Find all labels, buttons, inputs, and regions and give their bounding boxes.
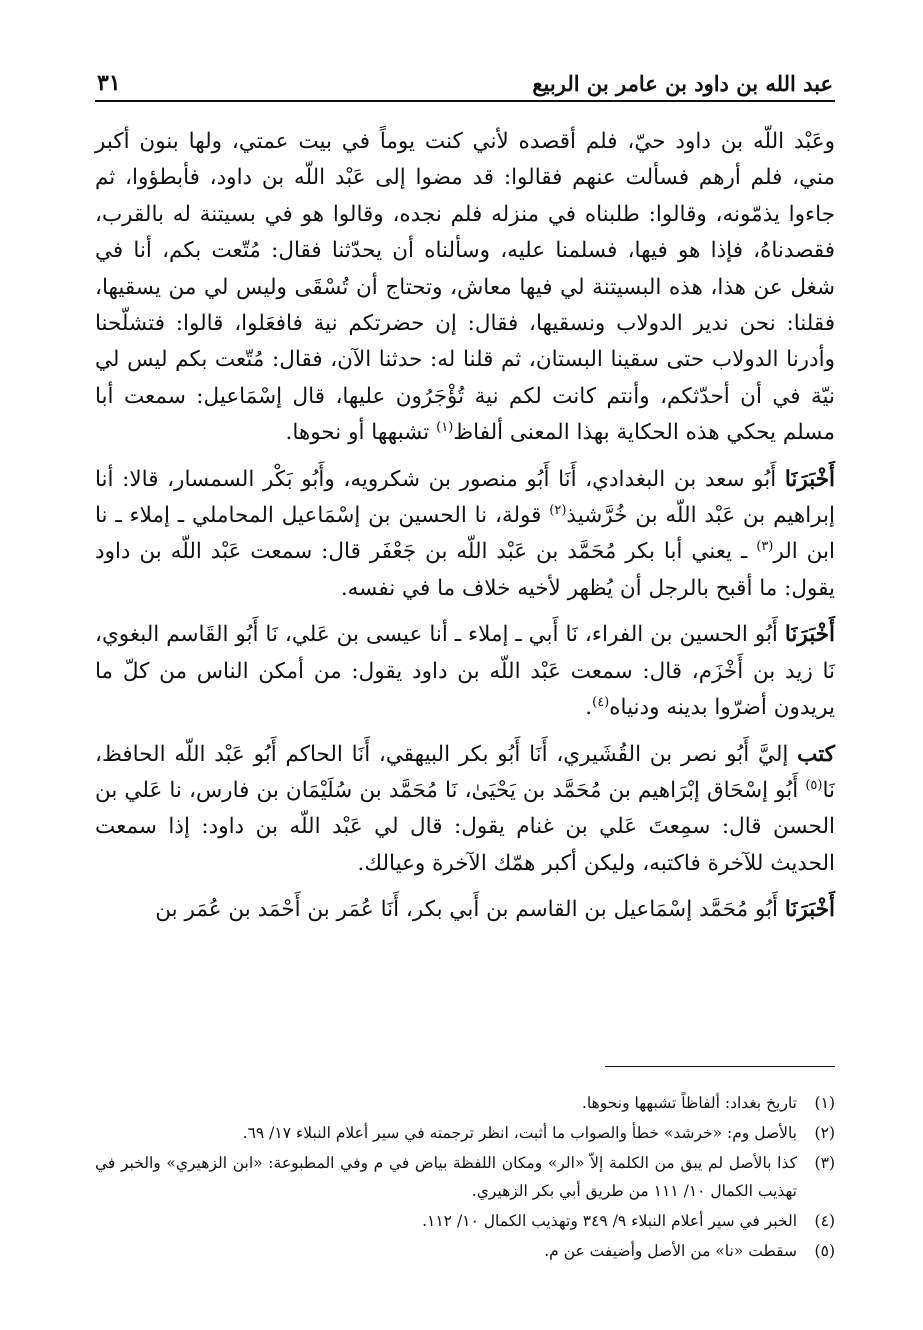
paragraph-text: إليَّ أَبُو نصر بن القُشَيري، أَنَا أَبُو بكر البيهقي، أَنَا الحاكم أَبُو عَبْد اللّه الحافظ، نَا	[95, 741, 835, 803]
running-head-title: عبد الله بن داود بن عامر بن الربيع	[532, 71, 833, 96]
footnote-number: (٣)	[814, 1154, 835, 1172]
footnote-number: (١)	[814, 1094, 835, 1112]
paragraph	[95, 462, 835, 608]
footnote-ref: (٣)	[756, 539, 774, 555]
paragraph-text: تشبهها أو نحوها.	[285, 420, 437, 446]
paragraph-text: أَبُو سعد بن البغدادي، أَنَا أَبُو منصور بن شكرويه، وأَبُو بَكْر السمسار، قالا: أنا إبراهيم بن عَبْد اللّه بن خُرَّشيذ	[95, 466, 836, 529]
paragraph-text: أَبُو مُحَمَّد إسْمَاعيل بن القاسم بن أَبي بكر، أَنَا عُمَر بن أَحْمَد بن عُمَر بن	[155, 897, 785, 923]
footnote-number: (٢)	[814, 1124, 835, 1142]
footnote-item	[95, 1237, 835, 1265]
paragraph-text: قولة، نا الحسين بن إسْمَاعيل المحاملي ـ إملاء ـ نا ابن الر	[95, 503, 836, 565]
body-text	[95, 124, 835, 929]
paragraph-text: أَبُو الحسين بن الفراء، نَا أَبي ـ إملاء ـ أنا عيسى بن عَلي، نَا أَبُو القَاسم البغوي، نَا زيد بن أَخْزَم، قال: سمعت عَبْد اللّه بن داود يقول: من أمكن الناس من كلّ ما يريدون أضرّوا بدينه ودنياه	[95, 622, 835, 721]
footnote-text: بالأصل وم: «خرشد» خطأ والصواب ما أثبت، انظر ترجمته في سير أعلام النبلاء ١٧/ ٦٩.	[242, 1124, 797, 1142]
paragraph-text: وعَبْد اللّه بن داود حيّ، فلم أقصده لأني كنت يوماً في بيت عمتي، ولها بنون أكبر مني، فلم أرهم فسألت عنهم فقالوا: قد مضوا إلى عَبْد اللّه بن داود، فأبطؤوا، ثم جاءوا يذمّونه، وقالوا: طلبناه في منزله فلم نجده، وقالوا هو في بسيتنة له بالقرب، فقصدناهُ، فإذا هو فيها، فسلمنا عليه، وسألناه أن يحدّثنا فقال: مُتّعت بكم، أنا في شغل عن هذا، هذه البسيتنة لي فيها معاش، وتحتاج أن تُسْقَى وليس لي من يسقيها، فقلنا: نحن ندير الدولاب ونسقيها، فقال: إن حضرتكم نية فافعَلوا، قالوا: فتشلّحنا وأدرنا الدولاب حتى سقينا البستان، ثم قلنا له: حدثنا الآن، فقال: مُتّعت بكم ليس لي نيّة في أن أحدّثكم، وأنتم كانت لكم نية تُؤْجَرُون عليها، قال إسْمَاعيل: سمعت أبا مسلم يحكي هذه الحكاية بهذا المعنى ألفاظ	[95, 129, 835, 446]
page	[95, 58, 835, 939]
footnote-divider	[605, 1066, 835, 1067]
footnote-text: تاريخ بغداد: ألفاظاً تشبهها ونحوها.	[581, 1094, 797, 1112]
footnote-text: سقطت «نا» من الأصل وأضيفت عن م.	[544, 1242, 797, 1260]
footnote-number: (٥)	[814, 1242, 835, 1260]
footnote-ref: (١)	[436, 420, 454, 436]
paragraph-text: أَبُو إسْحَاق إبْرَاهيم بن مُحَمَّد بن يَحْيَىٰ، نَا مُحَمَّد بن سُلَيْمَان بن فارس، نا عَلي بن الحسن قال: سمِعتَ عَلي بن غنام يقول: قال لي عَبْد اللّه بن داود: إذا سمعت الحديث للآخرة فاكتبه، وليكن أكبر همّك الآخرة وعيالك.	[95, 777, 835, 876]
footnote-item	[95, 1149, 835, 1205]
paragraph-lead-word: أَخْبَرَنَا	[784, 897, 835, 923]
paragraph	[95, 737, 835, 883]
paragraph-lead-word: كتب	[797, 741, 835, 767]
paragraph	[95, 124, 835, 452]
footnote-item	[95, 1089, 835, 1117]
footnote-item	[95, 1207, 835, 1235]
paragraph-lead-word: أَخْبَرَنَا	[784, 622, 835, 648]
page-number: ٣١	[97, 70, 121, 96]
footnotes	[95, 1066, 835, 1267]
footnote-ref: (٢)	[549, 502, 567, 518]
running-head	[95, 58, 835, 102]
paragraph-text: ـ يعني أبا بكر مُحَمَّد بن عَبْد اللّه بن جَعْفَر قال: سمعت عَبْد اللّه بن داود يقول: ما أقبح بالرجل أن يُظهر لأخيه خلاف ما في نفسه.	[95, 539, 835, 601]
paragraph	[95, 617, 835, 726]
footnote-ref: (٥)	[805, 777, 823, 793]
footnote-text: الخبر في سير أعلام النبلاء ٩/ ٣٤٩ وتهذيب الكمال ١٠/ ١١٢.	[422, 1212, 797, 1230]
footnote-ref: (٤)	[592, 694, 610, 710]
footnote-number: (٤)	[814, 1212, 835, 1230]
paragraph-text: .	[585, 695, 593, 721]
footnote-text: كذا بالأصل لم يبق من الكلمة إلاّ «الر» ومكان اللفظة بياض في م وفي المطبوعة: «ابن الزهيري» والخبر في تهذيب الكمال ١٠/ ١١١ من طريق أبي بكر الزهيري.	[95, 1154, 797, 1200]
paragraph-lead-word: أَخْبَرَنَا	[784, 466, 835, 492]
paragraph	[95, 892, 835, 928]
footnote-item	[95, 1119, 835, 1147]
